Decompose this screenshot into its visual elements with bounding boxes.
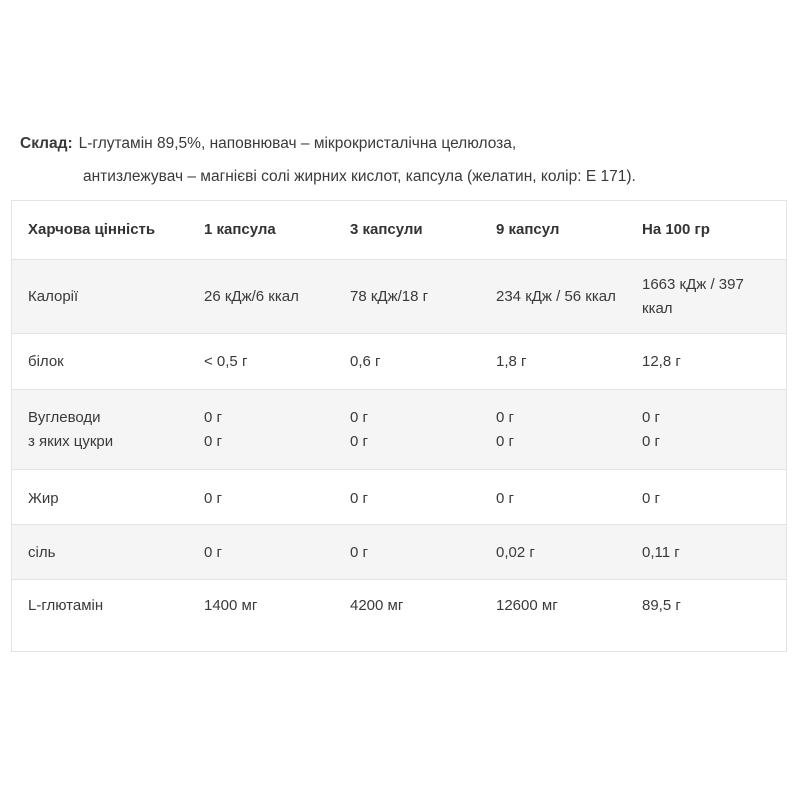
cell-line: 0 г <box>642 433 660 450</box>
table-cell: 0,6 г <box>350 353 381 370</box>
table-header-row <box>12 201 786 259</box>
composition-line-2 <box>20 160 790 193</box>
table-cell: 78 кДж/18 г <box>350 288 429 305</box>
row-label: L-глютамін <box>28 597 104 614</box>
table-row-fat <box>12 469 786 524</box>
composition-text-2: антизлежувач – магнієві солі жирних кислот, капсула (желатин, колір: Е 171). <box>83 168 636 185</box>
header-9-capsules: 9 капсул <box>496 221 560 238</box>
table-cell: 0 г <box>204 490 222 507</box>
composition-line-1 <box>20 127 790 160</box>
cell-line: 0 г <box>204 433 222 450</box>
table-row-l-glutamine <box>12 579 786 651</box>
header-3-capsules: 3 капсули <box>350 221 423 238</box>
table-cell <box>642 273 782 321</box>
cell-line: 0 г <box>350 409 368 426</box>
table-cell: 0 г <box>642 490 660 507</box>
cell-line: Вуглеводи <box>28 409 101 426</box>
table-row-carbohydrates <box>12 389 786 469</box>
table-cell <box>204 406 344 454</box>
cell-line: 0 г <box>204 409 222 426</box>
table-cell: 1,8 г <box>496 353 527 370</box>
header-per-100g: На 100 гр <box>642 221 710 238</box>
header-1-capsule: 1 капсула <box>204 221 276 238</box>
table-cell <box>496 406 641 454</box>
table-cell: 0 г <box>350 490 368 507</box>
table-cell: 0,02 г <box>496 544 535 561</box>
composition-block <box>20 127 790 193</box>
row-label <box>28 406 198 454</box>
cell-line: 0 г <box>496 433 514 450</box>
cell-line: 1663 кДж / 397 <box>642 276 744 293</box>
table-cell <box>642 406 782 454</box>
cell-line: ккал <box>642 300 673 317</box>
nutrition-table <box>11 200 787 652</box>
cell-line: 0 г <box>642 409 660 426</box>
header-nutrition-value: Харчова цінність <box>28 221 156 238</box>
table-cell: 12600 мг <box>496 597 558 614</box>
table-cell: 26 кДж/6 ккал <box>204 288 299 305</box>
table-cell: 0 г <box>496 490 514 507</box>
cell-line: 0 г <box>496 409 514 426</box>
table-row-salt <box>12 524 786 579</box>
table-cell: < 0,5 г <box>204 353 248 370</box>
table-cell: 0,11 г <box>642 544 680 561</box>
table-cell: 12,8 г <box>642 353 681 370</box>
table-row-protein <box>12 333 786 389</box>
table-cell: 89,5 г <box>642 597 681 614</box>
row-label: сіль <box>28 544 56 561</box>
table-cell: 0 г <box>204 544 222 561</box>
cell-line: 0 г <box>350 433 368 450</box>
table-cell: 234 кДж / 56 ккал <box>496 288 616 305</box>
composition-text-1: L-глутамін 89,5%, наповнювач – мікрокристалічна целюлоза, <box>78 135 517 152</box>
row-label: Калорії <box>28 288 79 305</box>
table-cell: 4200 мг <box>350 597 404 614</box>
table-cell <box>350 406 490 454</box>
cell-line: з яких цукри <box>28 433 114 450</box>
table-row-calories <box>12 259 786 333</box>
table-cell: 1400 мг <box>204 597 258 614</box>
composition-label: Склад: <box>20 135 73 152</box>
table-cell: 0 г <box>350 544 368 561</box>
row-label: Жир <box>28 490 59 507</box>
row-label: білок <box>28 353 64 370</box>
